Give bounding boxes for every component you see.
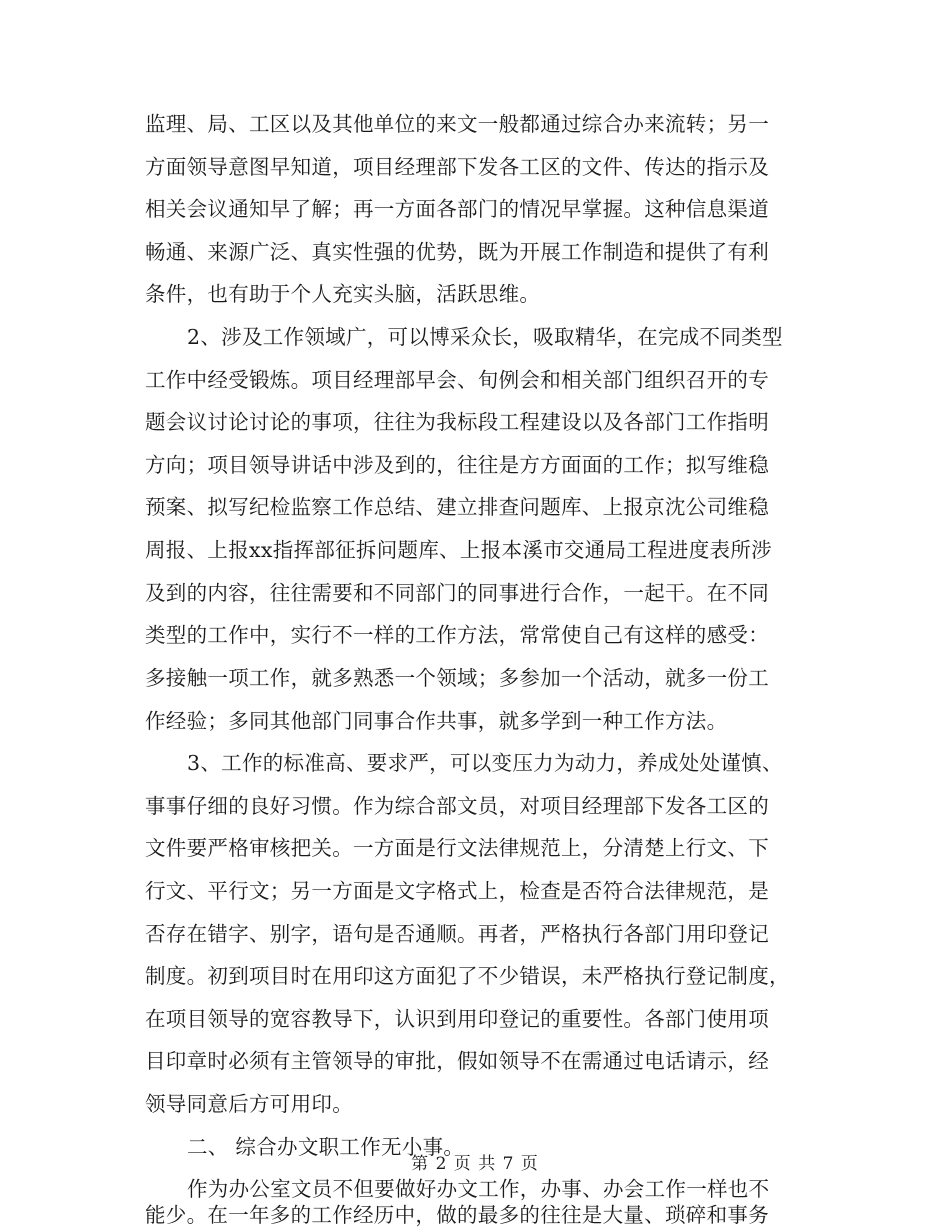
text-line: 领导同意后方可用印。 <box>145 1092 353 1116</box>
text-line: 事事仔细的良好习惯。作为综合部文员，对项目经理部下发各工区的 <box>145 794 769 818</box>
text-line: 作经验；多同其他部门同事合作共事，就多学到一种工作方法。 <box>145 709 728 733</box>
text-line: 能少。在一年多的工作经历中，做的最多的往往是大量、琐碎和事务 <box>145 1203 769 1227</box>
text-line: 预案、拟写纪检监察工作总结、建立排查问题库、上报京沈公司维稳 <box>145 495 769 519</box>
paragraph-start-line: 3、工作的标准高、要求严，可以变压力为动力，养成处处谨慎、 <box>187 751 783 775</box>
section-heading: 二、 综合办文职工作无小事。 <box>187 1135 465 1159</box>
text-line: 类型的工作中，实行不一样的工作方法，常常使自己有这样的感受： <box>145 623 769 647</box>
text-line: 题会议讨论讨论的事项，往往为我标段工程建设以及各部门工作指明 <box>145 410 769 434</box>
text-line: 否存在错字、别字，语句是否通顺。再者，严格执行各部门用印登记 <box>145 922 769 946</box>
text-line: 及到的内容，往往需要和不同部门的同事进行合作，一起干。在不同 <box>145 581 769 605</box>
paragraph-start-line: 2、涉及工作领域广，可以博采众长，吸取精华，在完成不同类型 <box>187 325 783 349</box>
text-line: 目印章时必须有主管领导的审批，假如领导不在需通过电话请示，经 <box>145 1049 769 1073</box>
text-line: 文件要严格审核把关。一方面是行文法律规范上，分清楚上行文、下 <box>145 836 769 860</box>
paragraph-start-line: 作为办公室文员不但要做好办文工作，办事、办会工作一样也不 <box>187 1177 770 1201</box>
text-line: 方向；项目领导讲话中涉及到的，往往是方方面面的工作；拟写维稳 <box>145 453 769 477</box>
text-line: 多接触一项工作，就多熟悉一个领域；多参加一个活动，就多一份工 <box>145 666 769 690</box>
text-line: 工作中经受锻炼。项目经理部早会、旬例会和相关部门组织召开的专 <box>145 368 769 392</box>
text-line: 行文、平行文；另一方面是文字格式上，检查是否符合法律规范，是 <box>145 879 769 903</box>
text-line: 相关会议通知早了解；再一方面各部门的情况早掌握。这种信息渠道 <box>145 197 769 221</box>
text-line: 监理、局、工区以及其他单位的来文一般都通过综合办来流转；另一 <box>145 112 769 136</box>
text-line: 在项目领导的宽容教导下，认识到用印登记的重要性。各部门使用项 <box>145 1007 769 1031</box>
text-line: 制度。初到项目时在用印这方面犯了不少错误，未严格执行登记制度， <box>145 964 790 988</box>
text-line: 条件，也有助于个人充实头脑，活跃思维。 <box>145 282 541 306</box>
text-line: 方面领导意图早知道，项目经理部下发各工区的文件、传达的指示及 <box>145 155 769 179</box>
text-line: 周报、上报xx指挥部征拆问题库、上报本溪市交通局工程进度表所涉 <box>145 538 772 562</box>
text-line: 畅通、来源广泛、真实性强的优势，既为开展工作制造和提供了有利 <box>145 240 769 264</box>
page-footer: 第 2 页 共 7 页 <box>411 1154 539 1174</box>
